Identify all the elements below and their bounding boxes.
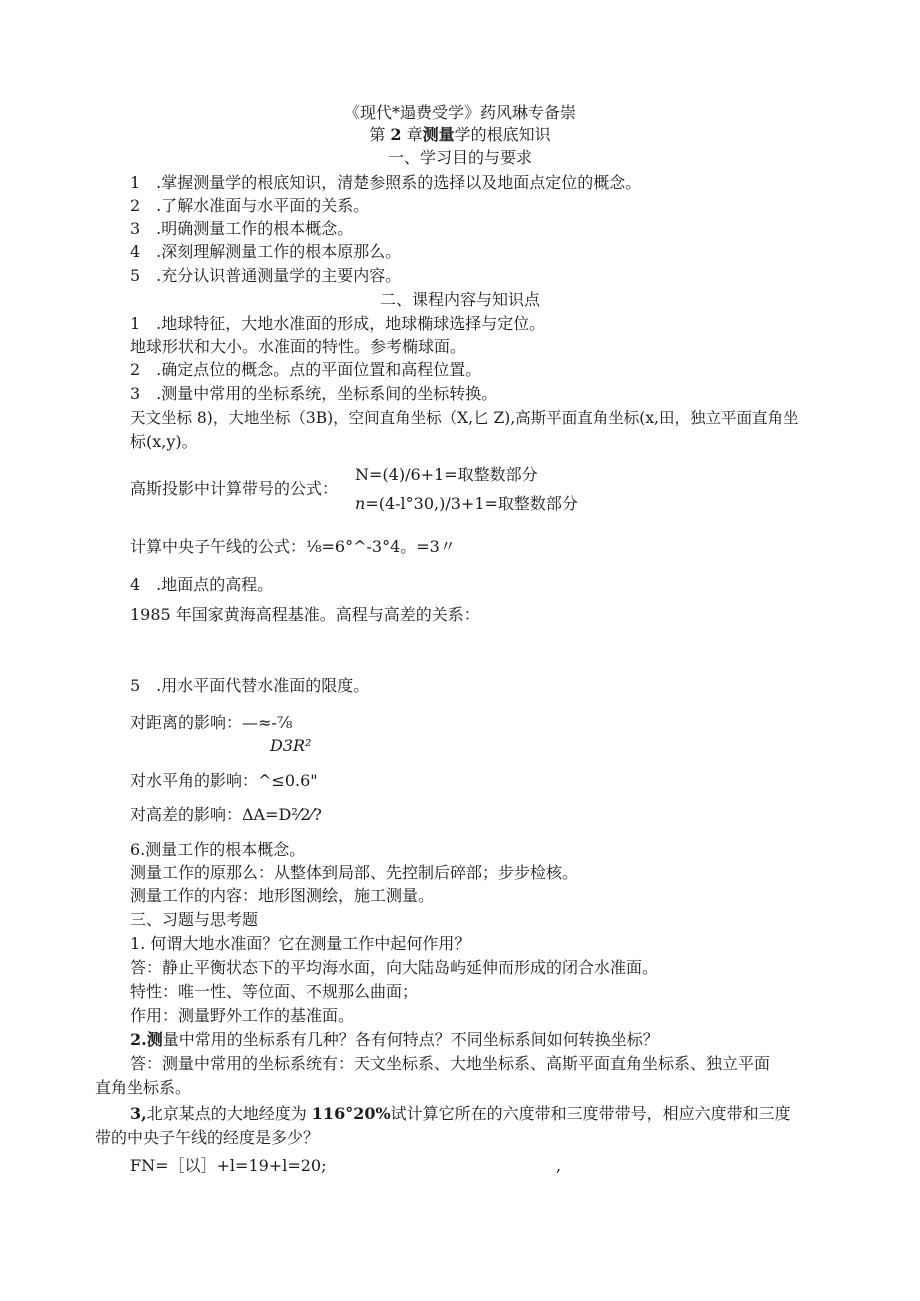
question-1: 1. 何谓大地水准面？它在测量工作中起何作用？ bbox=[130, 934, 471, 953]
height-difference-effect: 对高差的影响：ΔA=D²⁄2⁄? bbox=[130, 805, 322, 824]
knowledge-point-4: 4 .地面点的高程。 bbox=[130, 575, 274, 594]
question-2-answer: 直角坐标系。 bbox=[95, 1078, 192, 1097]
goal-item: 3 .明确测量工作的根本概念。 bbox=[130, 219, 354, 238]
question-3 bbox=[130, 1104, 791, 1124]
chapter-number: 2 bbox=[390, 125, 402, 144]
header-title: 《现代*遢费受学》药风琳专备崇 bbox=[343, 103, 576, 122]
chapter-title-pre: 第 bbox=[369, 125, 391, 144]
question-3-calculation: FN=［以］+l=19+l=20; bbox=[130, 1156, 327, 1175]
knowledge-point-4-detail: 1985 年国家黄海高程基准。高程与高差的关系： bbox=[130, 605, 480, 624]
horizontal-angle-effect: 对水平角的影响：^≤0.6" bbox=[130, 771, 318, 790]
goal-item: 2 .了解水准面与水平面的关系。 bbox=[130, 196, 370, 215]
chapter-title bbox=[0, 125, 920, 145]
coordinate-systems-line: 标(x,y)。 bbox=[130, 432, 198, 451]
question-2-answer: 答：测量中常用的坐标系统有：天文坐标系、大地坐标系、高斯平面直角坐标系、独立平面 bbox=[130, 1054, 771, 1073]
knowledge-point-1: 1 .地球特征，大地水准面的形成，地球椭球选择与定位。 bbox=[130, 314, 546, 333]
knowledge-point-6: 6.测量工作的根本概念。 bbox=[130, 840, 306, 859]
gauss-zone-label: 高斯投影中计算带号的公式： bbox=[130, 479, 339, 498]
goal-item: 5 .充分认识普通测量学的主要内容。 bbox=[130, 266, 402, 285]
stray-mark: , bbox=[556, 1156, 562, 1175]
question-3-text: 北京某点的大地经度为 bbox=[146, 1104, 312, 1123]
section2-heading: 二、课程内容与知识点 bbox=[379, 290, 540, 309]
goal-item: 1 .掌握测量学的根底知识，清楚参照系的选择以及地面点定位的概念。 bbox=[130, 173, 642, 192]
coordinate-systems-line: 天文坐标 8)，大地坐标（3B)，空间直角坐标（X,匕 Z),高斯平面直角坐标(x,田，独立平面直角坐 bbox=[130, 409, 799, 427]
question-2-text: 量中常用的坐标系有几种？各有何特点？不同坐标系间如何转换坐标？ bbox=[162, 1030, 659, 1049]
question-3-line2: 带的中央子午线的经度是多少？ bbox=[95, 1128, 320, 1147]
section3-heading: 三、习题与思考题 bbox=[130, 910, 259, 929]
surveying-principle: 测量工作的原那么：从整体到局部、先控制后碎部；步步检核。 bbox=[130, 863, 579, 882]
chapter-title-mid: 章 bbox=[401, 125, 423, 144]
central-meridian-formula: 计算中央子午线的公式：⅛=6°^-3°4。=3〃 bbox=[130, 537, 456, 556]
knowledge-point-3: 3 .测量中常用的坐标系统，坐标系间的坐标转换。 bbox=[130, 384, 498, 403]
knowledge-point-2: 2 .确定点位的概念。点的平面位置和高程位置。 bbox=[130, 360, 482, 379]
question-1-answer: 答：静止平衡状态下的平均海水面，向大陆岛屿延伸而形成的闭合水准面。 bbox=[130, 958, 659, 977]
gauss-formula-3deg bbox=[355, 494, 578, 514]
question-1-answer: 作用：测量野外工作的基准面。 bbox=[130, 1006, 355, 1025]
question-2 bbox=[130, 1030, 659, 1050]
chapter-title-post: 学的根底知识 bbox=[454, 125, 551, 144]
chapter-title-bold: 测量 bbox=[422, 125, 455, 144]
surveying-content: 测量工作的内容：地形图测绘，施工测量。 bbox=[130, 886, 435, 905]
distance-effect-denominator: D3R² bbox=[270, 736, 312, 755]
question-3-text: 试计算它所在的六度带和三度带带号，相应六度带和三度 bbox=[390, 1104, 791, 1123]
gauss-formula-var: n bbox=[355, 494, 366, 513]
distance-effect: 对距离的影响：—≈-⅞ bbox=[130, 713, 293, 732]
question-1-answer: 特性：唯一性、等位面、不规那么曲面； bbox=[130, 982, 419, 1001]
gauss-formula-rest: =(4-l°30,)/3+1=取整数部分 bbox=[365, 494, 578, 513]
gauss-formula-6deg: N=(4)/6+1=取整数部分 bbox=[355, 465, 538, 484]
knowledge-point-5: 5 .用水平面代替水准面的限度。 bbox=[130, 676, 370, 695]
question-3-number: 3, bbox=[130, 1104, 147, 1123]
section1-heading: 一、学习目的与要求 bbox=[387, 148, 532, 167]
goal-item: 4 .深刻理解测量工作的根本原那么。 bbox=[130, 242, 402, 261]
question-3-longitude: 116°20% bbox=[311, 1104, 391, 1123]
knowledge-point-1-detail: 地球形状和大小。水准面的特性。参考椭球面。 bbox=[130, 337, 467, 356]
question-2-number: 2.测 bbox=[130, 1030, 163, 1049]
